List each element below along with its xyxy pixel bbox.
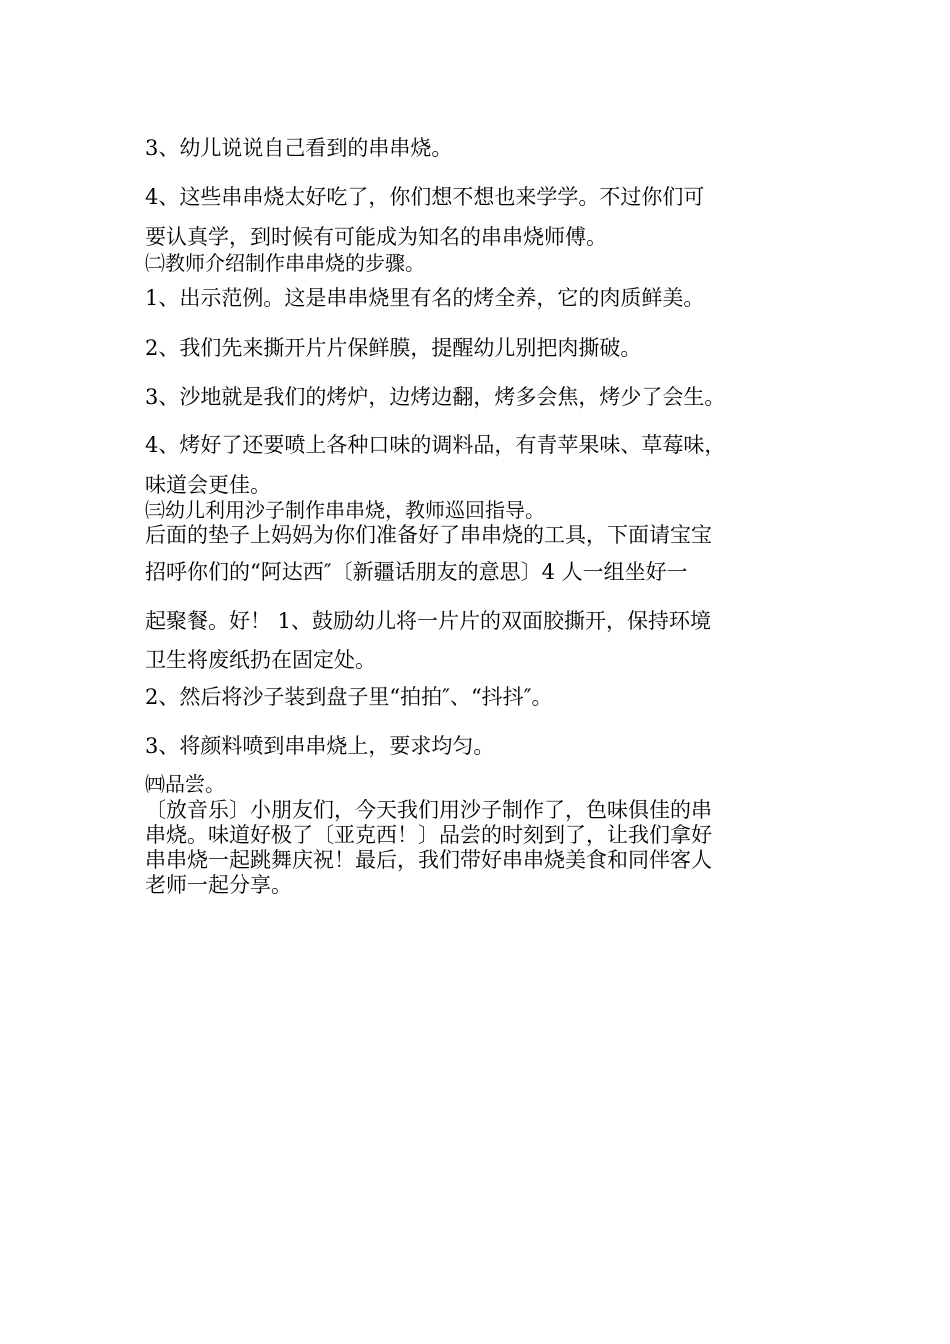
text-line: 老师一起分享。 — [145, 873, 292, 897]
text-line: 4、烤好了还要喷上各种口味的调料品，有青苹果味、草莓味， — [145, 433, 726, 457]
text-line: 2、我们先来撕开片片保鲜膜，提醒幼儿别把肉撕破。 — [145, 336, 642, 360]
text-line: 后面的垫子上妈妈为你们准备好了串串烧的工具，下面请宝宝 — [145, 523, 712, 547]
text-line: 2、然后将沙子装到盘子里“拍拍″、“抖抖″。 — [145, 685, 553, 709]
text-line: 要认真学，到时候有可能成为知名的串串烧师傅。 — [145, 225, 607, 249]
section-heading-3: ㈢幼儿利用沙子制作串串烧，教师巡回指导。 — [145, 498, 545, 522]
text-line: 3、幼儿说说自己看到的串串烧。 — [145, 136, 453, 160]
text-line: 3、将颜料喷到串串烧上，要求均匀。 — [145, 734, 495, 758]
text-line: 味道会更佳。 — [145, 473, 271, 497]
text-line: 1、出示范例。这是串串烧里有名的烤全养，它的肉质鲜美。 — [145, 286, 705, 310]
text-line: 招呼你们的“阿达西″〔新疆话朋友的意思〕4 人一组坐好一 — [145, 560, 688, 584]
text-line: 起聚餐。好！ 1、鼓励幼儿将一片片的双面胶撕开，保持环境 — [145, 609, 712, 633]
section-heading-4: ㈣品尝。 — [145, 772, 225, 796]
text-line: 4、这些串串烧太好吃了，你们想不想也来学学。不过你们可 — [145, 185, 705, 209]
section-heading-2: ㈡教师介绍制作串串烧的步骤。 — [145, 251, 425, 275]
text-line: 串串烧一起跳舞庆祝！最后，我们带好串串烧美食和同伴客人 — [145, 848, 712, 872]
text-line: 〔放音乐〕小朋友们，今天我们用沙子制作了，色味俱佳的串 — [145, 798, 712, 822]
text-line: 3、沙地就是我们的烤炉，边烤边翻，烤多会焦，烤少了会生。 — [145, 385, 726, 409]
text-line: 串烧。味道好极了〔亚克西！〕品尝的时刻到了，让我们拿好 — [145, 823, 712, 847]
text-line: 卫生将废纸扔在固定处。 — [145, 648, 376, 672]
